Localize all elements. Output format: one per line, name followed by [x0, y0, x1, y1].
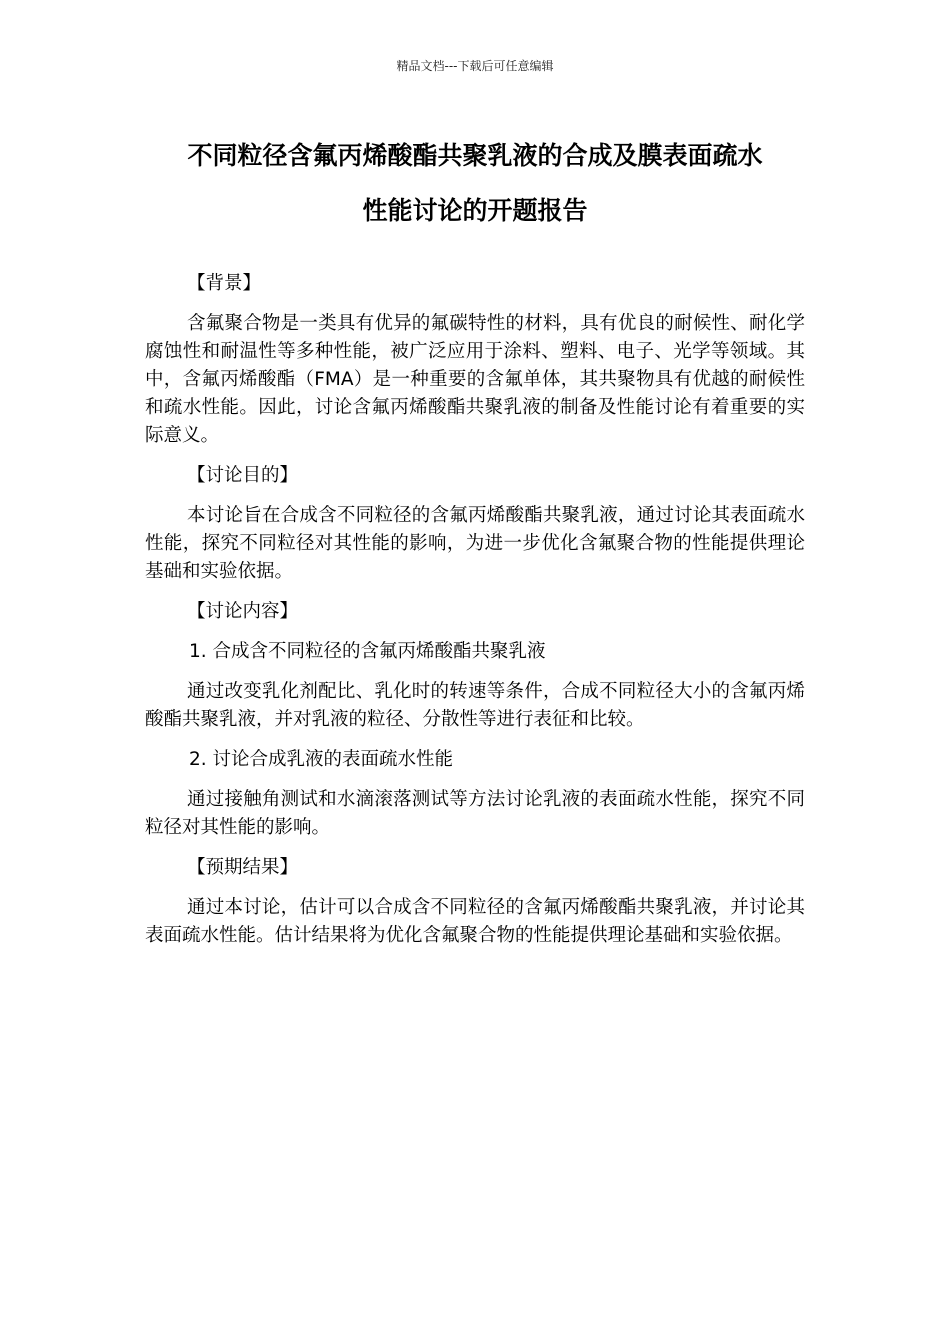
section-heading-content: 【讨论内容】: [187, 601, 299, 622]
content-item-1-text: 通过改变乳化剂配比、乳化时的转速等条件，合成不同粒径大小的含氟丙烯酸酯共聚乳液，并对乳液的粒径、分散性等进行表征和比较。: [145, 681, 805, 730]
header-note: 精品文档---下载后可任意编辑: [396, 59, 554, 73]
section-heading-purpose: 【讨论目的】: [187, 465, 299, 486]
section-text-purpose: 本讨论旨在合成含不同粒径的含氟丙烯酸酯共聚乳液，通过讨论其表面疏水性能，探究不同粒径对其性能的影响，为进一步优化含氟聚合物的性能提供理论基础和实验依据。: [145, 505, 805, 582]
content-item-2-text: 通过接触角测试和水滴滚落测试等方法讨论乳液的表面疏水性能，探究不同粒径对其性能的影响。: [145, 789, 805, 838]
section-heading-results: 【预期结果】: [187, 857, 299, 878]
section-text-background: 含氟聚合物是一类具有优异的氟碳特性的材料，具有优良的耐候性、耐化学腐蚀性和耐温性等多种性能，被广泛应用于涂料、塑料、电子、光学等领域。其中，含氟丙烯酸酯（FMA）是一种重要的含氟单体，其共聚物具有优越的耐候性和疏水性能。因此，讨论含氟丙烯酸酯共聚乳液的制备及性能讨论有着重要的实际意义。: [145, 313, 805, 446]
content-item-2-title: 2. 讨论合成乳液的表面疏水性能: [189, 749, 454, 770]
section-heading-background: 【背景】: [187, 273, 262, 294]
content-item-1-title: 1. 合成含不同粒径的含氟丙烯酸酯共聚乳液: [189, 641, 546, 662]
document-body: [145, 270, 805, 962]
section-text-results: 通过本讨论，估计可以合成含不同粒径的含氟丙烯酸酯共聚乳液，并讨论其表面疏水性能。估计结果将为优化含氟聚合物的性能提供理论基础和实验依据。: [145, 897, 805, 946]
document-title-line-2: 性能讨论的开题报告: [362, 196, 588, 225]
document-title-line-1: 不同粒径含氟丙烯酸酯共聚乳液的合成及膜表面疏水: [187, 141, 763, 170]
